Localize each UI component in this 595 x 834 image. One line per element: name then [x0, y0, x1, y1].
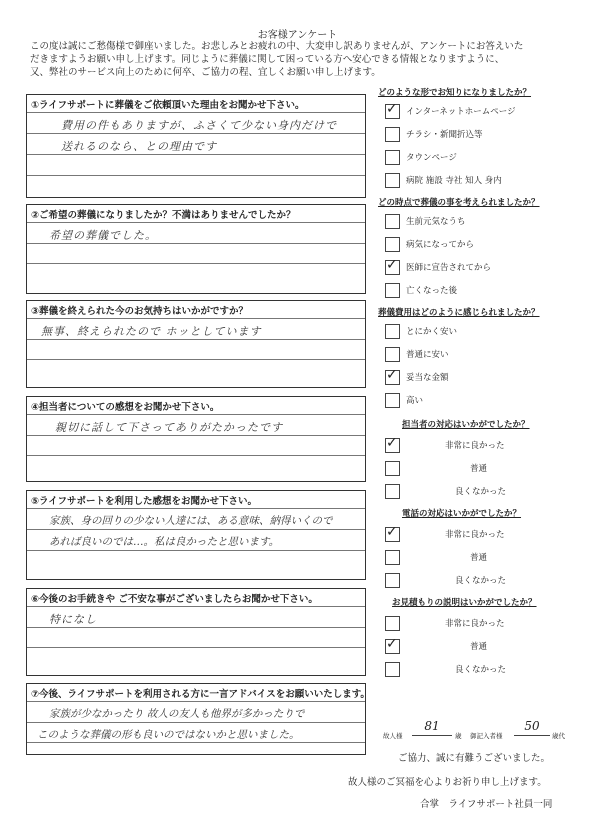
- question-5-box: [26, 490, 366, 580]
- question-6-answer[interactable]: 特になし: [49, 613, 97, 626]
- question-3-label: ③葬儀を終えられた今のお気持ちはいかがですか？: [31, 306, 249, 317]
- question-7-label: ⑦今後、ライフサポートを利用される方に一言アドバイスをお願いいたします。: [31, 689, 370, 700]
- survey-1-checkbox-2[interactable]: [385, 127, 400, 142]
- intro-line: だきますようお願い申し上げます。同じように葬儀に関して困っている方へ安心できる情報となりますように、: [30, 54, 505, 65]
- check-mark-icon: ✓: [386, 524, 398, 540]
- survey-6-option: 非常に良かった: [445, 619, 505, 629]
- survey-4-checkbox-1[interactable]: [385, 435, 400, 453]
- survey-5-checkbox-3[interactable]: [385, 573, 400, 588]
- survey-5-label: 電話の対応はいかがでしたか？: [402, 509, 522, 519]
- survey-4-option: 良くなかった: [455, 487, 507, 497]
- signoff-text: 合掌 ライフサポート社員一同: [420, 799, 553, 810]
- survey-2-checkbox-2[interactable]: [385, 237, 400, 252]
- survey-3-option: とにかく安い: [406, 327, 458, 337]
- survey-2-checkbox-4[interactable]: [385, 283, 400, 298]
- question-2-label: ②ご希望の葬儀になりましたか？不満はありませんでしたか？: [31, 210, 296, 221]
- question-1-label: ①ライフサポートに葬儀をご依頼頂いた理由をお聞かせ下さい。: [31, 100, 305, 111]
- survey-5-option: 普通: [470, 553, 488, 563]
- question-1-box: [26, 94, 366, 198]
- survey-5-option: 良くなかった: [455, 576, 507, 586]
- survey-6-checkbox-2[interactable]: [385, 636, 400, 654]
- question-6-box: [26, 588, 366, 676]
- survey-5-checkbox-2[interactable]: [385, 550, 400, 565]
- survey-4-option: 非常に良かった: [445, 441, 505, 451]
- survey-4-option: 普通: [470, 464, 488, 474]
- question-7-answer[interactable]: 家族が少なかったり 故人の友人も他界が多かったりで: [49, 708, 305, 720]
- survey-2-option: 亡くなった後: [406, 286, 458, 296]
- deceased-age-field[interactable]: 81: [412, 719, 452, 736]
- survey-4-checkbox-2[interactable]: [385, 461, 400, 476]
- survey-1-label: どのような形でお知りになりましたか？: [378, 88, 532, 98]
- question-2-answer[interactable]: 希望の葬儀でした。: [49, 229, 157, 242]
- question-4-answer[interactable]: 親切に話して下さってありがたかったです: [55, 421, 283, 434]
- survey-3-option: 普通に安い: [406, 350, 449, 360]
- age-unit-label: 歳: [455, 732, 462, 740]
- question-4-box: [26, 396, 366, 482]
- question-7-answer[interactable]: このような葬儀の形も良いのではないかと思いました。: [37, 729, 300, 741]
- survey-2-checkbox-3[interactable]: [385, 257, 400, 275]
- survey-4-checkbox-3[interactable]: [385, 484, 400, 499]
- survey-3-label: 葬儀費用はどのように感じられましたか？: [378, 308, 540, 318]
- survey-4-label: 担当者の対応はいかがでしたか？: [402, 420, 530, 430]
- question-2-box: [26, 204, 366, 294]
- question-3-answer[interactable]: 無事、終えられたので ホッとしています: [41, 325, 262, 338]
- intro-text: [30, 40, 570, 79]
- thanks-text: ご協力、誠に有難うございました。: [398, 753, 551, 764]
- survey-1-option: 病院 施設 寺社 知人 身内: [406, 176, 502, 186]
- survey-2-option: 医師に宣告されてから: [406, 263, 492, 273]
- survey-1-option: タウンページ: [406, 153, 457, 163]
- question-7-box: [26, 683, 370, 755]
- question-5-answer[interactable]: あれば良いのでは…。私は良かったと思います。: [49, 536, 280, 548]
- question-5-label: ⑤ライフサポートを利用した感想をお聞かせ下さい。: [31, 496, 257, 507]
- survey-2-option: 病気になってから: [406, 240, 475, 250]
- survey-5-checkbox-1[interactable]: [385, 524, 400, 542]
- survey-1-checkbox-3[interactable]: [385, 150, 400, 165]
- question-1-answer[interactable]: 費用の件もありますが、ふさくて少ない身内だけで: [61, 119, 337, 132]
- question-6-label: ⑥今後のお手続きや ご不安な事がございましたらお聞かせ下さい。: [31, 594, 318, 605]
- question-3-box: [26, 300, 366, 388]
- question-4-label: ④担当者についての感想をお聞かせ下さい。: [31, 402, 220, 413]
- question-1-answer[interactable]: 送れるのなら、との理由です: [61, 140, 217, 153]
- survey-3-option: 高い: [406, 396, 424, 406]
- check-mark-icon: ✓: [386, 257, 398, 273]
- survey-6-checkbox-3[interactable]: [385, 662, 400, 677]
- survey-3-checkbox-3[interactable]: [385, 367, 400, 385]
- deceased-age-label: 故人様: [383, 732, 403, 740]
- survey-3-checkbox-2[interactable]: [385, 347, 400, 362]
- writer-age-field[interactable]: 50: [514, 719, 550, 736]
- survey-1-option: インターネットホームページ: [406, 107, 516, 117]
- check-mark-icon: ✓: [386, 101, 398, 117]
- intro-line: この度は誠にご愁傷様で御座いました。お悲しみとお疲れの中、大変申し訳ありませんが、アンケートにお答えいた: [30, 41, 524, 52]
- survey-3-checkbox-1[interactable]: [385, 324, 400, 339]
- writer-age-label: 御記入者様: [470, 732, 503, 740]
- survey-3-checkbox-4[interactable]: [385, 393, 400, 408]
- prayer-text: 故人様のご冥福を心よりお祈り申し上げます。: [348, 777, 547, 788]
- survey-1-checkbox-4[interactable]: [385, 173, 400, 188]
- survey-6-checkbox-1[interactable]: [385, 616, 400, 631]
- check-mark-icon: ✓: [386, 636, 398, 652]
- survey-6-option: 普通: [470, 642, 488, 652]
- survey-2-checkbox-1[interactable]: [385, 214, 400, 229]
- survey-2-option: 生前元気なうち: [406, 217, 466, 227]
- survey-3-option: 妥当な金額: [406, 373, 449, 383]
- survey-6-option: 良くなかった: [455, 665, 507, 675]
- question-5-answer[interactable]: 家族、身の回りの少ない人達には、ある意味、納得いくので: [49, 515, 333, 527]
- survey-5-option: 非常に良かった: [445, 530, 505, 540]
- check-mark-icon: ✓: [386, 435, 398, 451]
- page-title: お客様アンケート: [257, 30, 338, 41]
- survey-6-label: お見積もりの説明はいかがでしたか？: [392, 598, 537, 608]
- survey-2-label: どの時点で葬儀の事を考えられましたか？: [378, 198, 540, 208]
- writer-age-unit-label: 歳代: [552, 732, 565, 740]
- intro-line: 又、弊社のサービス向上のために何卒、ご協力の程、宜しくお願い申し上げます。: [30, 67, 381, 78]
- survey-1-checkbox-1[interactable]: [385, 101, 400, 119]
- survey-1-option: チラシ・新聞折込等: [406, 130, 483, 140]
- check-mark-icon: ✓: [386, 367, 398, 383]
